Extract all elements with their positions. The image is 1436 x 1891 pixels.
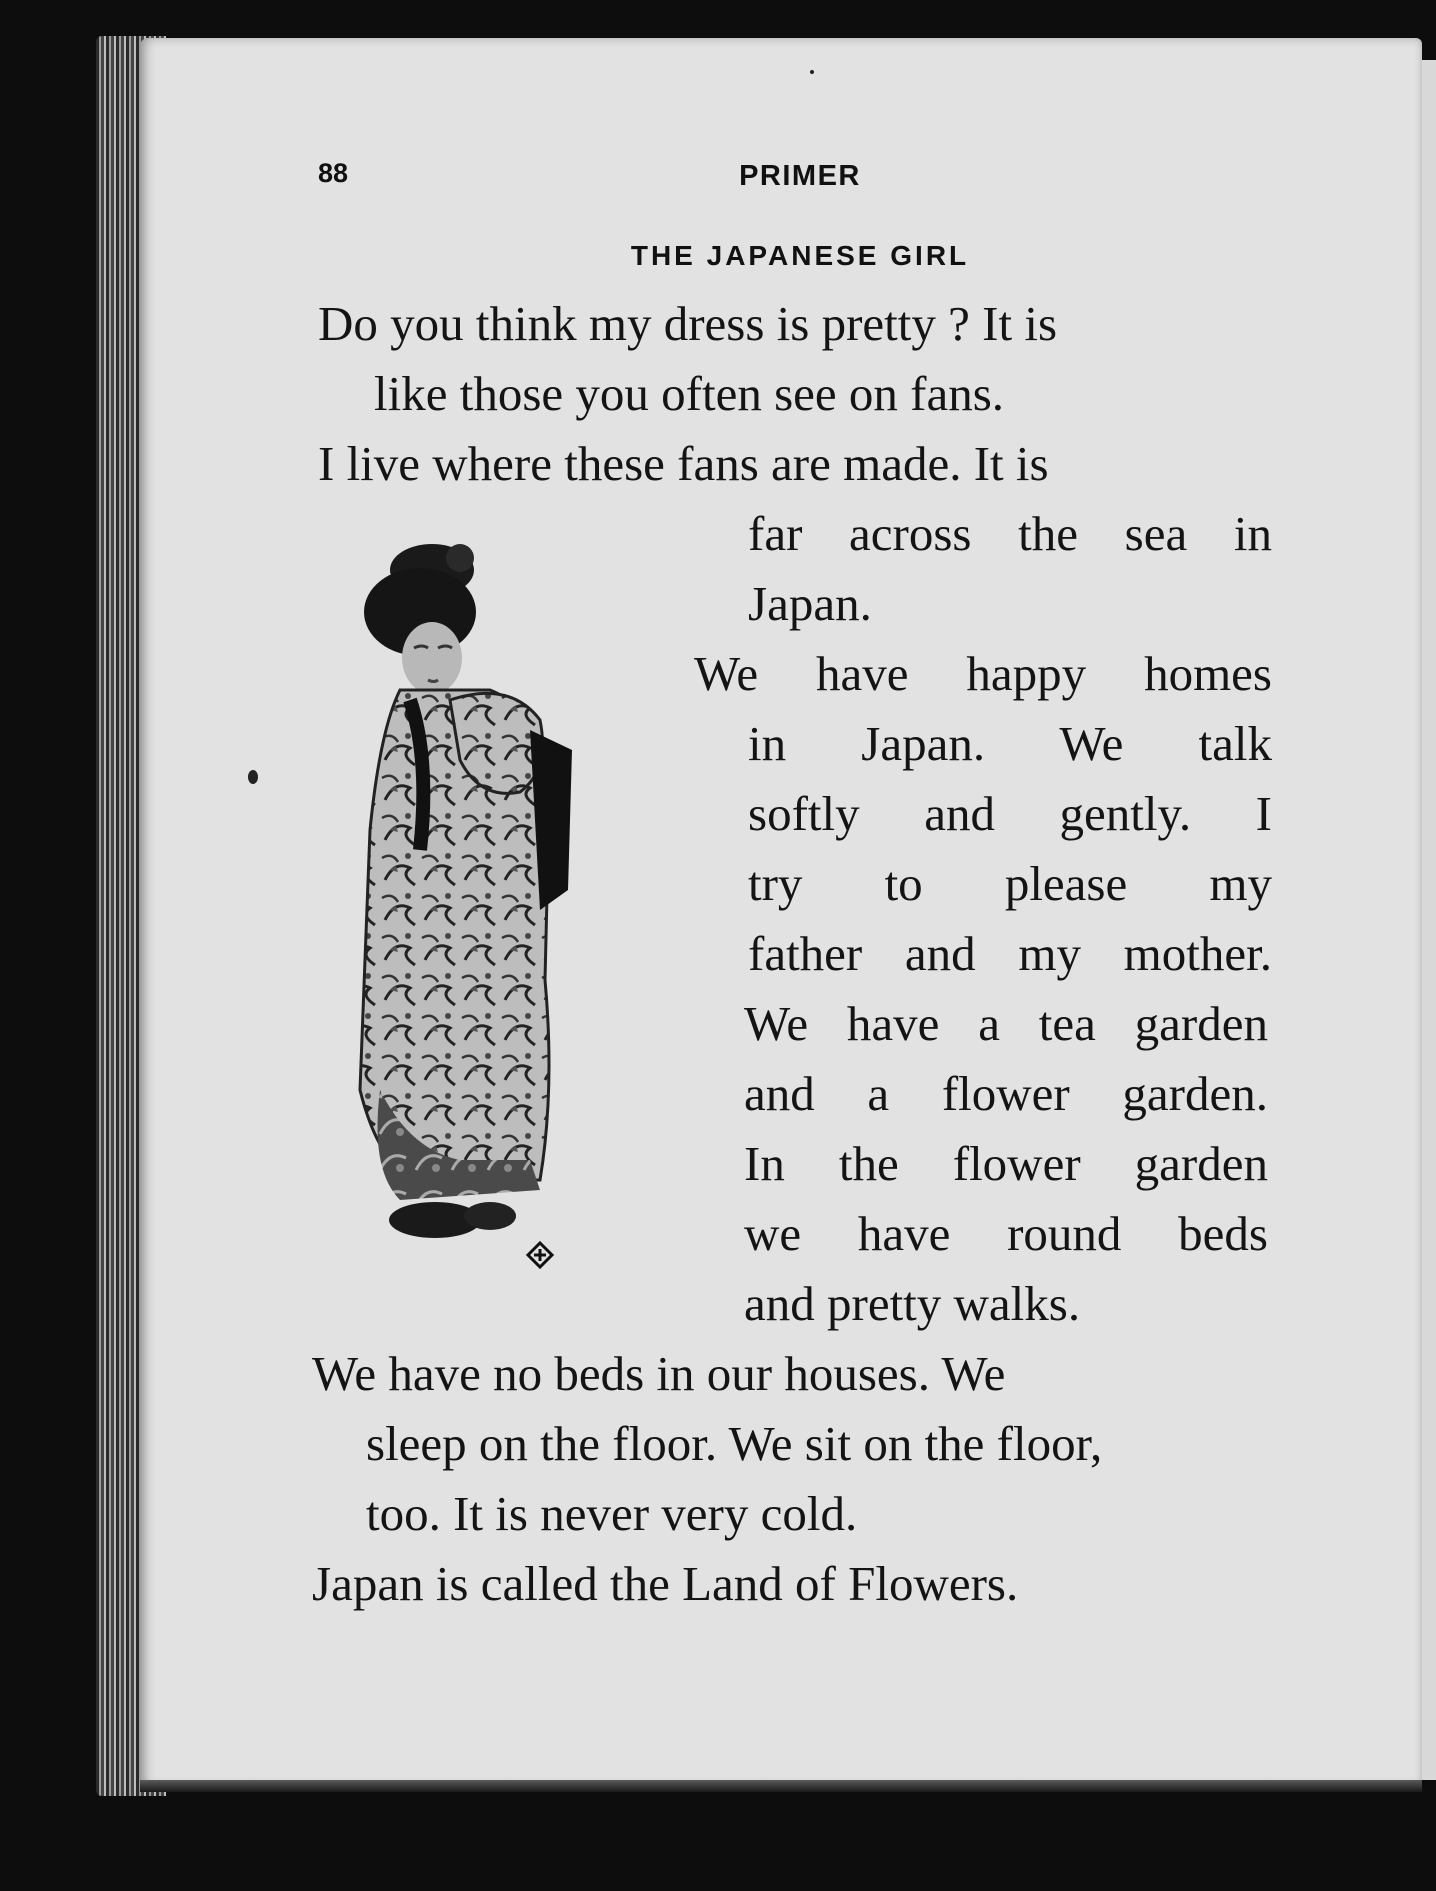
body-line: I live where these fans are made. It is <box>318 436 1049 491</box>
running-head: PRIMER <box>739 160 861 192</box>
body-line: like those you often see on fans. <box>374 366 1005 421</box>
body-line: We have happy homes <box>694 646 1272 701</box>
body-line: Japan. <box>748 576 872 631</box>
body-line: Do you think my dress is pretty ? It is <box>318 296 1058 351</box>
scan-speck <box>810 70 814 74</box>
body-line: We have no beds in our houses. We <box>312 1346 1006 1401</box>
body-line: father and my mother. <box>748 926 1272 981</box>
page-number: 88 <box>318 158 349 188</box>
body-line: In the flower garden <box>744 1136 1268 1191</box>
body-line: sleep on the floor. We sit on the floor, <box>366 1416 1103 1471</box>
body-line: We have a tea garden <box>744 996 1268 1051</box>
body-line: and a flower garden. <box>744 1066 1268 1121</box>
body-line: try to please my <box>748 856 1272 911</box>
body-line: and pretty walks. <box>744 1276 1081 1331</box>
body-line: softly and gently. I <box>748 786 1272 841</box>
story-title: THE JAPANESE GIRL <box>630 240 970 271</box>
body-line: Japan is called the Land of Flowers. <box>312 1556 1019 1611</box>
body-line: in Japan. We talk <box>748 716 1272 771</box>
body-line: too. It is never very cold. <box>366 1486 858 1541</box>
scan-speck <box>248 770 258 784</box>
girl-in-kimono-illustration <box>340 530 660 1310</box>
page-bottom-edge <box>140 1780 1422 1792</box>
body-line: far across the sea in <box>748 506 1272 561</box>
body-line: we have round beds <box>744 1206 1268 1261</box>
